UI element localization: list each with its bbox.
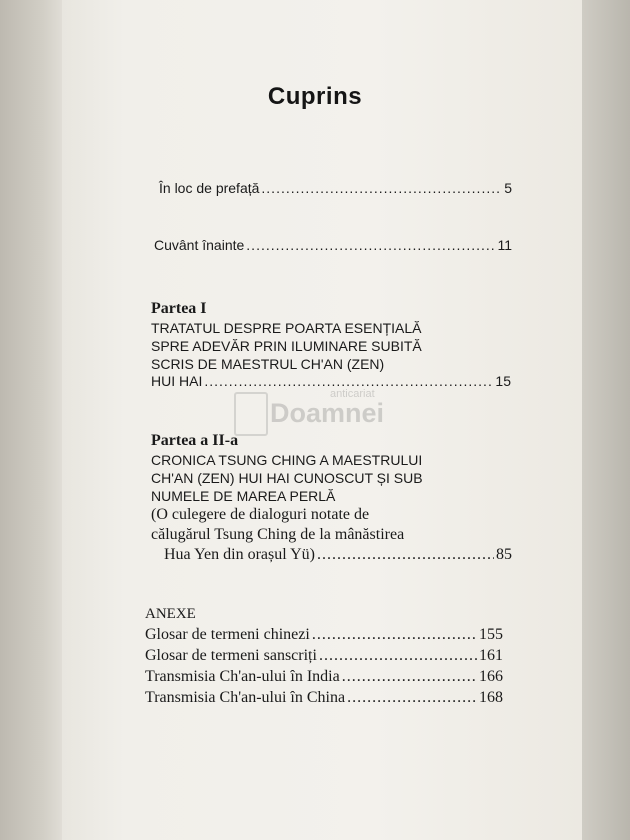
watermark-top-text: anticariat: [330, 388, 375, 400]
toc-entry-part1: [151, 373, 511, 389]
toc-entry-page: 161: [479, 647, 503, 664]
toc-entry-preface: [159, 180, 512, 196]
part1-title-line: TRATATUL DESPRE POARTA ESENȚIALĂ: [151, 320, 422, 336]
toc-entry-annex: [145, 626, 503, 644]
page-edge-shadow: [582, 0, 630, 840]
part2-note-line: (O culegere de dialoguri notate de: [151, 506, 370, 523]
toc-entry-annex: [145, 668, 503, 686]
toc-entry-annex: [145, 689, 503, 707]
toc-entry-part2: [164, 546, 512, 564]
toc-entry-label: HUI HAI: [151, 373, 203, 389]
toc-entry-label: Glosar de termeni sanscriți: [145, 647, 317, 664]
toc-entry-page: 5: [504, 180, 512, 196]
dot-leader: [317, 546, 494, 564]
part1-heading: Partea I: [151, 300, 207, 317]
book-spine-shadow: [0, 0, 62, 840]
page-title: Cuprins: [267, 83, 363, 110]
annex-heading: ANEXE: [145, 606, 196, 622]
toc-entry-label: Glosar de termeni chinezi: [145, 626, 310, 643]
toc-entry-page: 168: [479, 689, 503, 706]
dot-leader: [342, 668, 477, 686]
toc-entry-label: Transmisia Ch'an-ului în India: [145, 668, 340, 685]
toc-entry-annex: [145, 647, 503, 665]
toc-entry-page: 166: [479, 668, 503, 685]
toc-entry-label: Cuvânt înainte: [154, 237, 245, 253]
dot-leader: [261, 180, 502, 196]
part2-title-line: NUMELE DE MAREA PERLĂ: [151, 488, 336, 504]
watermark-book-icon: [234, 392, 268, 436]
dot-leader: [246, 237, 495, 253]
toc-entry-label: Transmisia Ch'an-ului în China: [145, 689, 346, 706]
toc-entry-page: 15: [495, 373, 511, 389]
toc-entry-page: 155: [479, 626, 503, 643]
watermark-logo: [234, 388, 404, 438]
part2-heading: Partea a II-a: [151, 432, 239, 449]
toc-entry-label: În loc de prefață: [159, 180, 260, 196]
dot-leader: [319, 647, 477, 665]
toc-entry-page: 11: [497, 237, 512, 253]
toc-entry-label: Hua Yen din orașul Yü): [164, 546, 315, 563]
watermark-main-text: Doamnei: [270, 398, 385, 428]
part2-note-line: călugărul Tsung Ching de la mânăstirea: [151, 526, 405, 543]
dot-leader: [347, 689, 477, 707]
part1-title-line: SCRIS DE MAESTRUL CH'AN (ZEN): [151, 356, 385, 372]
toc-entry-page: 85: [496, 546, 512, 563]
dot-leader: [312, 626, 477, 644]
part1-title-line: SPRE ADEVĂR PRIN ILUMINARE SUBITĂ: [151, 338, 422, 354]
dot-leader: [204, 373, 493, 389]
part2-title-line: CRONICA TSUNG CHING A MAESTRULUI: [151, 452, 423, 468]
toc-entry-foreword: [154, 237, 512, 253]
part2-title-line: CH'AN (ZEN) HUI HAI CUNOSCUT ȘI SUB: [151, 470, 423, 486]
